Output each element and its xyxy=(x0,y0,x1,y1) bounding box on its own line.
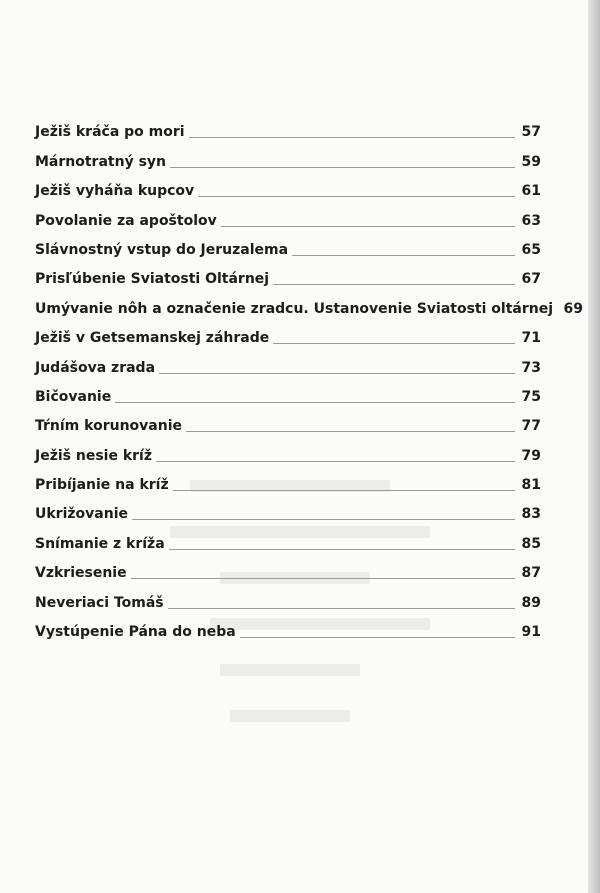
toc-entry-page-number: 83 xyxy=(521,506,541,523)
toc-entry-title: Neveriaci Tomáš xyxy=(35,594,164,611)
toc-entry xyxy=(35,584,541,613)
toc-entry-title: Tŕním korunovanie xyxy=(35,418,182,435)
toc-entry-title: Pribíjanie na kríž xyxy=(35,477,169,494)
toc-entry-page-number: 87 xyxy=(521,565,541,582)
toc-entry xyxy=(35,408,541,437)
toc-entry-title: Povolanie za apoštolov xyxy=(35,212,217,229)
toc-entry xyxy=(35,525,541,554)
toc-entry-page-number: 59 xyxy=(521,153,541,170)
toc-entry-title: Slávnostný vstup do Jeruzalema xyxy=(35,241,289,258)
toc-leader-line xyxy=(170,166,515,168)
toc-entry-page-number: 75 xyxy=(521,388,541,405)
toc-entry-title: Márnotratný syn xyxy=(35,153,166,170)
toc-entry-page-number: 79 xyxy=(521,447,541,464)
toc-entry-title: Vystúpenie Pána do neba xyxy=(35,624,236,641)
toc-entry-page-number: 91 xyxy=(521,624,541,641)
toc-entry-page-number: 85 xyxy=(521,535,541,552)
toc-entry xyxy=(35,173,541,202)
toc-leader-line xyxy=(169,548,515,550)
toc-entry-page-number: 81 xyxy=(521,477,541,494)
toc-entry xyxy=(35,320,541,349)
table-of-contents xyxy=(35,114,583,643)
toc-entry-title: Ježiš kráča po mori xyxy=(35,124,185,141)
toc-entry-title: Ježiš vyháňa kupcov xyxy=(35,183,195,200)
toc-entry-title: Snímanie z kríža xyxy=(35,535,165,552)
toc-entry xyxy=(35,467,541,496)
toc-entry-page-number: 77 xyxy=(521,418,541,435)
toc-entry xyxy=(35,261,541,290)
toc-entry-page-number: 69 xyxy=(563,300,583,317)
toc-entry xyxy=(35,496,541,525)
toc-leader-line xyxy=(240,636,515,638)
toc-leader-line xyxy=(186,430,515,432)
toc-entry-title: Umývanie nôh a označenie zradcu. Ustanovenie Sviatosti oltárnej xyxy=(35,300,553,317)
toc-entry-page-number: 73 xyxy=(521,359,541,376)
toc-entry xyxy=(35,290,583,319)
toc-leader-line xyxy=(168,607,515,609)
toc-entry-page-number: 57 xyxy=(521,124,541,141)
toc-entry-title: Bičovanie xyxy=(35,388,112,405)
toc-entry-page-number: 67 xyxy=(521,271,541,288)
toc-leader-line xyxy=(115,401,515,403)
toc-leader-line xyxy=(173,489,515,491)
toc-entry-title: Prisľúbenie Sviatosti Oltárnej xyxy=(35,271,270,288)
toc-entry-page-number: 71 xyxy=(521,330,541,347)
toc-entry-title: Judášova zrada xyxy=(35,359,156,376)
toc-leader-line xyxy=(131,577,515,579)
toc-leader-line xyxy=(273,283,515,285)
toc-entry xyxy=(35,614,541,643)
toc-leader-line xyxy=(221,225,515,227)
toc-entry-title: Vzkriesenie xyxy=(35,565,127,582)
toc-entry xyxy=(35,379,541,408)
toc-entry xyxy=(35,349,541,378)
toc-leader-line xyxy=(198,195,515,197)
toc-entry-title: Ukrižovanie xyxy=(35,506,128,523)
toc-leader-line xyxy=(156,460,515,462)
toc-entry-title: Ježiš v Getsemanskej záhrade xyxy=(35,330,270,347)
toc-entry-page-number: 89 xyxy=(521,594,541,611)
toc-entry xyxy=(35,143,541,172)
toc-leader-line xyxy=(189,136,515,138)
toc-entry xyxy=(35,555,541,584)
toc-entry-title: Ježiš nesie kríž xyxy=(35,447,152,464)
toc-entry-page-number: 61 xyxy=(521,183,541,200)
toc-leader-line xyxy=(292,254,515,256)
toc-entry xyxy=(35,114,541,143)
toc-leader-line xyxy=(132,518,515,520)
toc-entry xyxy=(35,232,541,261)
toc-entry xyxy=(35,437,541,466)
toc-entry-page-number: 65 xyxy=(521,241,541,258)
page-edge xyxy=(588,0,600,893)
toc-leader-line xyxy=(273,342,515,344)
toc-entry xyxy=(35,202,541,231)
toc-entry-page-number: 63 xyxy=(521,212,541,229)
toc-leader-line xyxy=(159,372,515,374)
